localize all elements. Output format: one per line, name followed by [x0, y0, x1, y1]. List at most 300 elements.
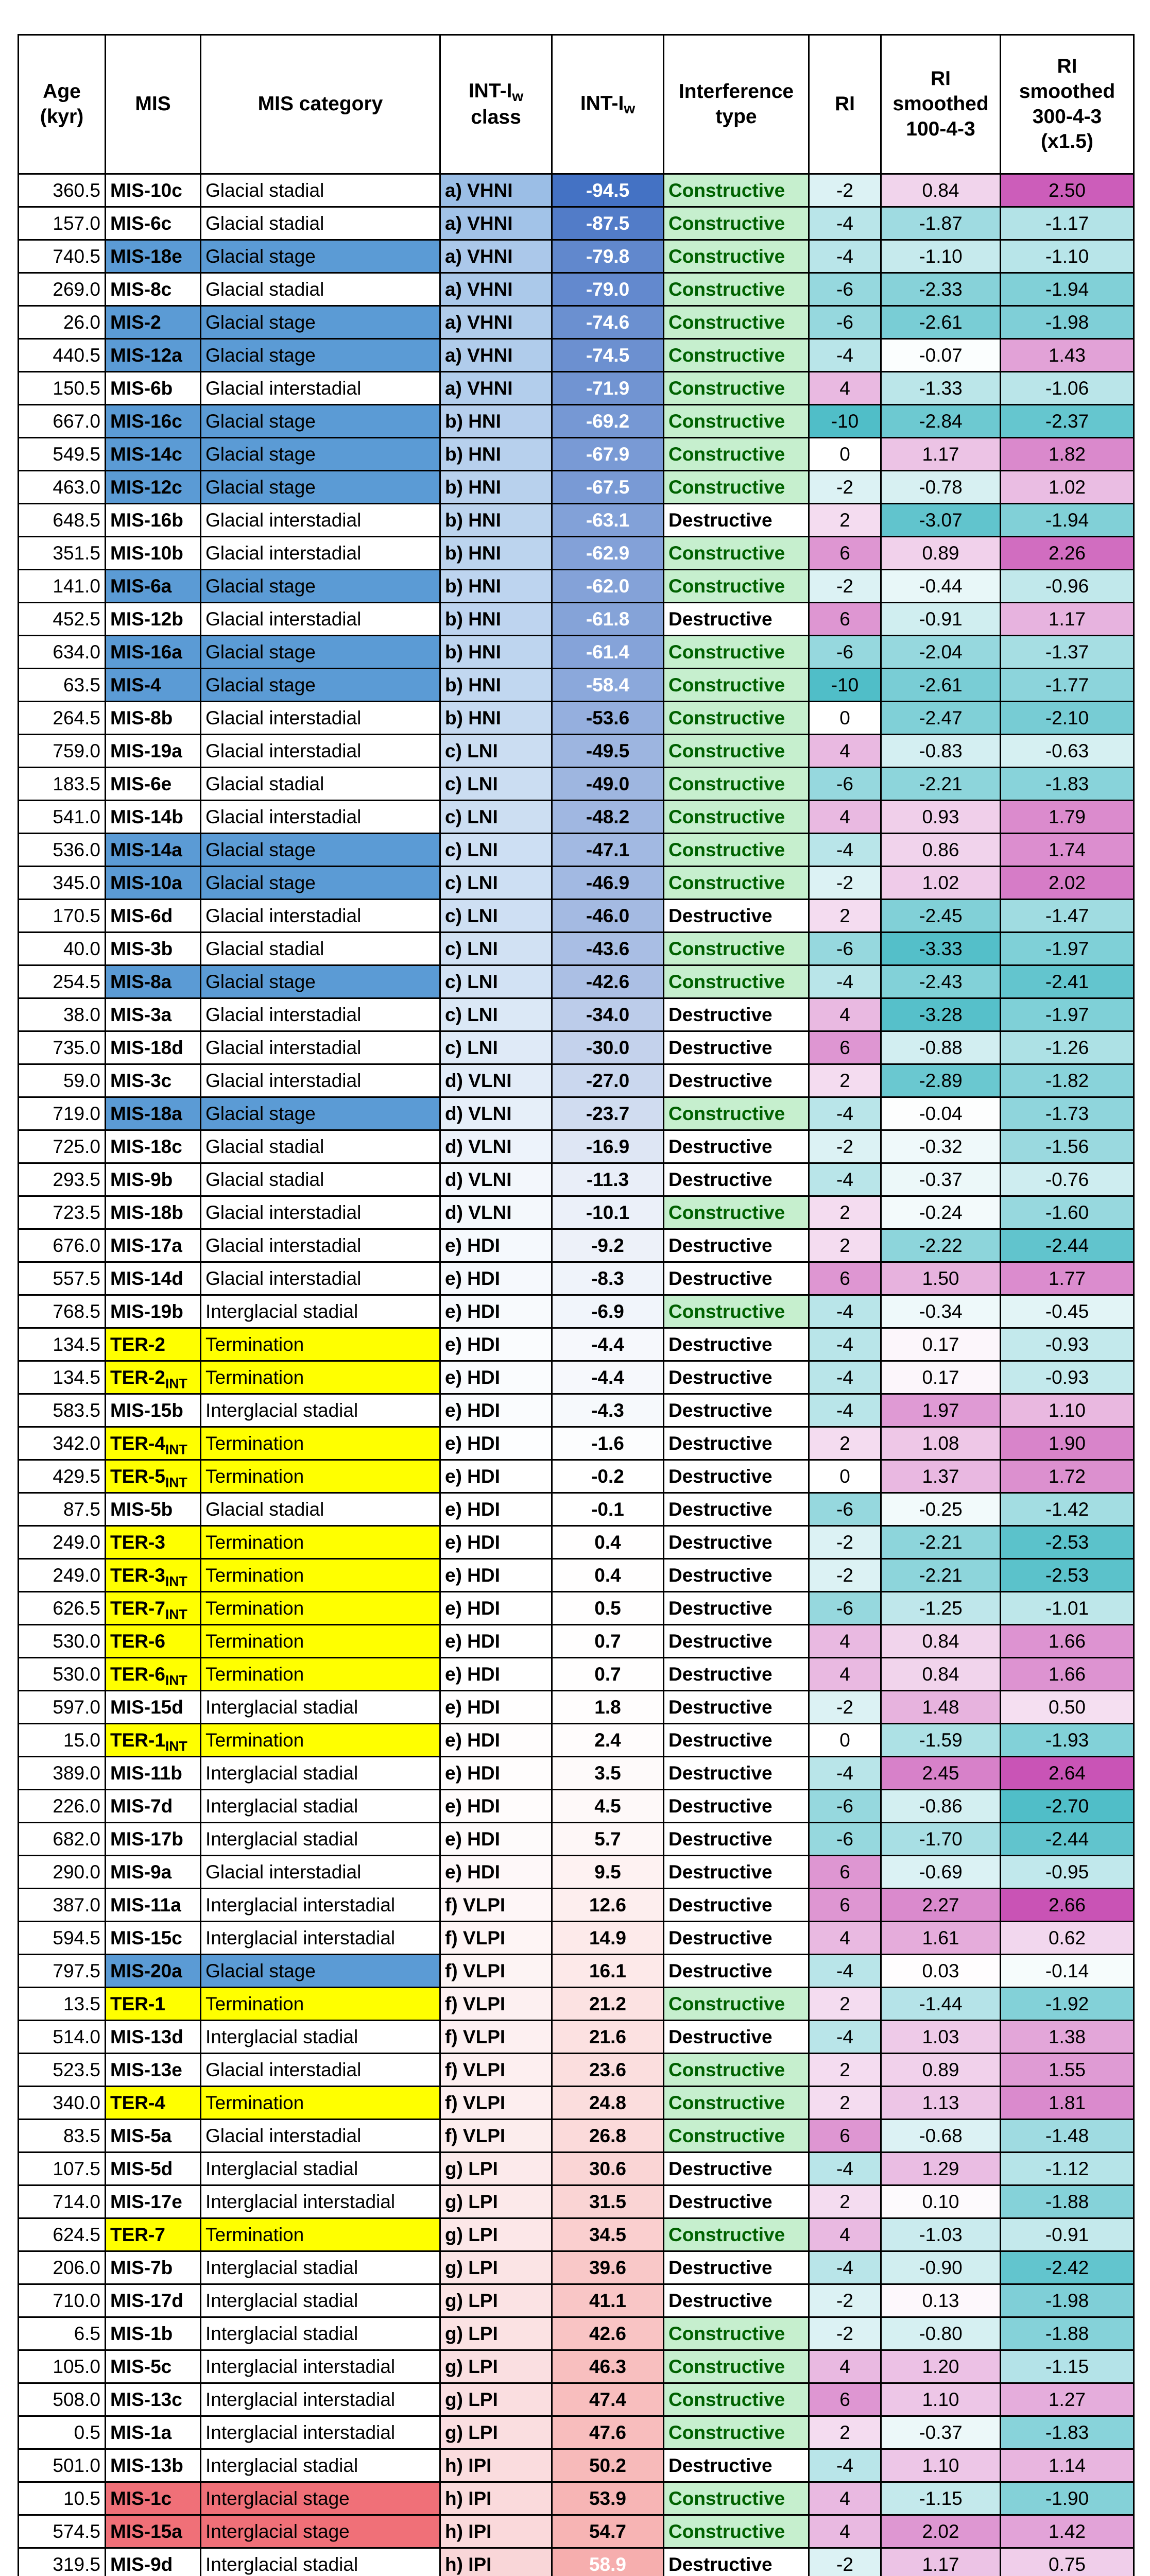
- cell-mis: MIS-19b: [106, 1295, 201, 1328]
- cell-int: 21.2: [552, 1988, 664, 2021]
- cell-category: Interglacial stadial: [201, 2021, 440, 2054]
- cell-ri-s3: -2.10: [1001, 702, 1134, 735]
- cell-type: Constructive: [664, 174, 809, 207]
- cell-int-class: a) VHNI: [440, 339, 552, 372]
- cell-type: Destructive: [664, 1526, 809, 1559]
- cell-mis: MIS-17e: [106, 2185, 201, 2218]
- cell-type: Constructive: [664, 735, 809, 768]
- cell-ri: 4: [809, 2218, 881, 2251]
- cell-int: 54.7: [552, 2515, 664, 2548]
- cell-category: Termination: [201, 2218, 440, 2251]
- cell-ri-s3: -1.56: [1001, 1130, 1134, 1163]
- cell-mis: MIS-10c: [106, 174, 201, 207]
- cell-age: 269.0: [19, 273, 106, 306]
- cell-ri: 4: [809, 1625, 881, 1658]
- mis-interference-table: [18, 34, 1135, 2576]
- cell-ri-s1: -2.47: [881, 702, 1001, 735]
- cell-ri-s1: 0.13: [881, 2284, 1001, 2317]
- cell-int-class: c) LNI: [440, 1031, 552, 1064]
- cell-ri-s3: -1.42: [1001, 1493, 1134, 1526]
- cell-ri-s1: 1.50: [881, 1262, 1001, 1295]
- cell-ri-s3: 2.64: [1001, 1757, 1134, 1790]
- cell-mis: MIS-18b: [106, 1196, 201, 1229]
- cell-ri: 2: [809, 1064, 881, 1097]
- cell-ri: -2: [809, 1559, 881, 1592]
- cell-mis: MIS-3a: [106, 998, 201, 1031]
- cell-type: Constructive: [664, 339, 809, 372]
- table-row: [19, 1889, 1134, 1922]
- cell-ri: 2: [809, 1196, 881, 1229]
- cell-int-class: b) HNI: [440, 405, 552, 438]
- cell-int-class: e) HDI: [440, 1328, 552, 1361]
- cell-type: Destructive: [664, 1592, 809, 1625]
- table-row: [19, 1625, 1134, 1658]
- cell-mis: MIS-13b: [106, 2449, 201, 2482]
- cell-age: 387.0: [19, 1889, 106, 1922]
- cell-age: 360.5: [19, 174, 106, 207]
- cell-category: Glacial interstadial: [201, 537, 440, 570]
- cell-category: Termination: [201, 1361, 440, 1394]
- cell-mis: MIS-17a: [106, 1229, 201, 1262]
- cell-mis: TER-$1_{INT}$: [106, 1724, 201, 1757]
- header-category: MIS category: [201, 35, 440, 174]
- cell-int: -87.5: [552, 207, 664, 240]
- table-row: [19, 636, 1134, 669]
- cell-type: Constructive: [664, 273, 809, 306]
- table-body: [19, 174, 1134, 2576]
- cell-mis: MIS-14a: [106, 834, 201, 867]
- cell-ri-s1: 2.45: [881, 1757, 1001, 1790]
- cell-type: Destructive: [664, 998, 809, 1031]
- table-row: [19, 2317, 1134, 2350]
- cell-ri-s1: -1.59: [881, 1724, 1001, 1757]
- cell-ri-s3: -1.83: [1001, 2416, 1134, 2449]
- cell-ri-s3: 0.50: [1001, 1691, 1134, 1724]
- cell-ri: 4: [809, 372, 881, 405]
- cell-ri-s1: -1.25: [881, 1592, 1001, 1625]
- table-row: [19, 702, 1134, 735]
- cell-category: Termination: [201, 1460, 440, 1493]
- cell-mis: MIS-3c: [106, 1064, 201, 1097]
- cell-type: Destructive: [664, 1856, 809, 1889]
- cell-category: Termination: [201, 2087, 440, 2120]
- cell-ri-s3: -1.77: [1001, 669, 1134, 702]
- cell-type: Destructive: [664, 2153, 809, 2185]
- table-row: [19, 1493, 1134, 1526]
- cell-ri: -6: [809, 273, 881, 306]
- cell-ri-s3: -2.44: [1001, 1229, 1134, 1262]
- cell-type: Constructive: [664, 240, 809, 273]
- cell-mis: TER-2: [106, 1328, 201, 1361]
- cell-ri-s3: 1.72: [1001, 1460, 1134, 1493]
- cell-type: Constructive: [664, 2383, 809, 2416]
- cell-ri-s3: -0.96: [1001, 570, 1134, 603]
- cell-ri-s3: -0.14: [1001, 1955, 1134, 1988]
- table-row: [19, 603, 1134, 636]
- cell-int: 9.5: [552, 1856, 664, 1889]
- cell-int-class: e) HDI: [440, 1757, 552, 1790]
- cell-category: Termination: [201, 1592, 440, 1625]
- cell-type: Destructive: [664, 2021, 809, 2054]
- cell-mis: MIS-10b: [106, 537, 201, 570]
- cell-ri-s1: 0.86: [881, 834, 1001, 867]
- cell-ri: -2: [809, 1526, 881, 1559]
- cell-category: Interglacial interstadial: [201, 2185, 440, 2218]
- cell-ri-s1: 2.02: [881, 2515, 1001, 2548]
- cell-int-class: b) HNI: [440, 438, 552, 471]
- cell-int: 30.6: [552, 2153, 664, 2185]
- cell-mis: MIS-13c: [106, 2383, 201, 2416]
- cell-age: 87.5: [19, 1493, 106, 1526]
- cell-ri-s3: -1.94: [1001, 504, 1134, 537]
- cell-ri-s1: -0.86: [881, 1790, 1001, 1823]
- cell-ri-s1: 0.17: [881, 1361, 1001, 1394]
- cell-type: Destructive: [664, 1790, 809, 1823]
- cell-ri: 0: [809, 1724, 881, 1757]
- cell-age: 725.0: [19, 1130, 106, 1163]
- cell-age: 676.0: [19, 1229, 106, 1262]
- table-row: [19, 1328, 1134, 1361]
- cell-mis: MIS-7b: [106, 2251, 201, 2284]
- cell-ri-s1: 1.20: [881, 2350, 1001, 2383]
- cell-ri-s3: -1.15: [1001, 2350, 1134, 2383]
- table-row: [19, 998, 1134, 1031]
- cell-ri-s3: -1.90: [1001, 2482, 1134, 2515]
- cell-category: Glacial stage: [201, 834, 440, 867]
- cell-age: 13.5: [19, 1988, 106, 2021]
- cell-int-class: g) LPI: [440, 2218, 552, 2251]
- cell-category: Glacial stage: [201, 240, 440, 273]
- cell-category: Termination: [201, 1526, 440, 1559]
- cell-category: Glacial stage: [201, 867, 440, 900]
- cell-ri-s1: -3.28: [881, 998, 1001, 1031]
- table-row: [19, 438, 1134, 471]
- cell-mis: TER-$4_{INT}$: [106, 1427, 201, 1460]
- cell-int: -1.6: [552, 1427, 664, 1460]
- cell-age: 648.5: [19, 504, 106, 537]
- table-row: [19, 1031, 1134, 1064]
- cell-age: 345.0: [19, 867, 106, 900]
- cell-int-class: g) LPI: [440, 2383, 552, 2416]
- cell-mis: MIS-8b: [106, 702, 201, 735]
- header-ri: RI: [809, 35, 881, 174]
- cell-ri: -4: [809, 965, 881, 998]
- cell-age: 714.0: [19, 2185, 106, 2218]
- cell-ri: -2: [809, 2548, 881, 2576]
- cell-int-class: f) VLPI: [440, 1889, 552, 1922]
- cell-mis: MIS-8c: [106, 273, 201, 306]
- cell-ri-s1: 0.84: [881, 1658, 1001, 1691]
- cell-age: 63.5: [19, 669, 106, 702]
- cell-ri-s1: 1.02: [881, 867, 1001, 900]
- cell-mis: TER-6: [106, 1625, 201, 1658]
- cell-age: 40.0: [19, 933, 106, 965]
- cell-int: -69.2: [552, 405, 664, 438]
- cell-int: -71.9: [552, 372, 664, 405]
- cell-ri-s1: 1.10: [881, 2449, 1001, 2482]
- cell-int-class: d) VLNI: [440, 1130, 552, 1163]
- cell-ri-s1: -1.33: [881, 372, 1001, 405]
- cell-int: -58.4: [552, 669, 664, 702]
- cell-ri-s3: -2.41: [1001, 965, 1134, 998]
- cell-ri-s3: 1.77: [1001, 1262, 1134, 1295]
- cell-age: 667.0: [19, 405, 106, 438]
- cell-category: Glacial interstadial: [201, 900, 440, 933]
- cell-category: Glacial stage: [201, 1955, 440, 1988]
- cell-ri-s3: 1.79: [1001, 801, 1134, 834]
- cell-int: -79.8: [552, 240, 664, 273]
- cell-ri-s1: -2.22: [881, 1229, 1001, 1262]
- cell-ri-s3: -0.76: [1001, 1163, 1134, 1196]
- cell-ri-s1: 0.93: [881, 801, 1001, 834]
- cell-mis: MIS-18e: [106, 240, 201, 273]
- cell-age: 141.0: [19, 570, 106, 603]
- table-row: [19, 2218, 1134, 2251]
- cell-ri: -4: [809, 2021, 881, 2054]
- cell-ri: 4: [809, 998, 881, 1031]
- table-row: [19, 768, 1134, 801]
- cell-type: Constructive: [664, 636, 809, 669]
- cell-ri: -10: [809, 405, 881, 438]
- cell-ri-s1: -2.61: [881, 306, 1001, 339]
- cell-mis: MIS-12c: [106, 471, 201, 504]
- table-row: [19, 504, 1134, 537]
- cell-type: Destructive: [664, 1229, 809, 1262]
- table-row: [19, 2153, 1134, 2185]
- cell-ri: -2: [809, 1130, 881, 1163]
- cell-category: Interglacial stadial: [201, 2449, 440, 2482]
- cell-category: Interglacial stadial: [201, 2548, 440, 2576]
- cell-int: -74.6: [552, 306, 664, 339]
- table-row: [19, 1856, 1134, 1889]
- cell-ri-s1: -0.37: [881, 1163, 1001, 1196]
- cell-ri: 2: [809, 2185, 881, 2218]
- cell-category: Glacial stage: [201, 438, 440, 471]
- cell-type: Destructive: [664, 504, 809, 537]
- cell-mis: MIS-14d: [106, 1262, 201, 1295]
- cell-category: Interglacial stadial: [201, 1823, 440, 1856]
- cell-int-class: a) VHNI: [440, 306, 552, 339]
- table-row: [19, 2251, 1134, 2284]
- cell-age: 530.0: [19, 1658, 106, 1691]
- cell-age: 10.5: [19, 2482, 106, 2515]
- cell-int: 3.5: [552, 1757, 664, 1790]
- cell-int-class: d) VLNI: [440, 1097, 552, 1130]
- cell-category: Glacial interstadial: [201, 603, 440, 636]
- cell-age: 549.5: [19, 438, 106, 471]
- cell-category: Glacial interstadial: [201, 998, 440, 1031]
- cell-int: -9.2: [552, 1229, 664, 1262]
- table-row: [19, 669, 1134, 702]
- cell-mis: TER-$2_{INT}$: [106, 1361, 201, 1394]
- cell-int-class: a) VHNI: [440, 273, 552, 306]
- cell-ri: 4: [809, 1922, 881, 1955]
- cell-age: 15.0: [19, 1724, 106, 1757]
- table-row: [19, 867, 1134, 900]
- cell-type: Constructive: [664, 471, 809, 504]
- cell-int-class: c) LNI: [440, 768, 552, 801]
- cell-int-class: h) IPI: [440, 2548, 552, 2576]
- cell-type: Constructive: [664, 702, 809, 735]
- cell-mis: MIS-19a: [106, 735, 201, 768]
- cell-category: Interglacial interstadial: [201, 2350, 440, 2383]
- cell-type: Constructive: [664, 207, 809, 240]
- cell-type: Destructive: [664, 1823, 809, 1856]
- cell-category: Glacial stage: [201, 636, 440, 669]
- cell-type: Destructive: [664, 1031, 809, 1064]
- cell-age: 682.0: [19, 1823, 106, 1856]
- cell-age: 735.0: [19, 1031, 106, 1064]
- table-row: [19, 1757, 1134, 1790]
- cell-ri-s3: -2.53: [1001, 1526, 1134, 1559]
- cell-age: 530.0: [19, 1625, 106, 1658]
- cell-int-class: f) VLPI: [440, 2054, 552, 2087]
- cell-ri-s3: -1.10: [1001, 240, 1134, 273]
- cell-category: Glacial stadial: [201, 1163, 440, 1196]
- cell-age: 463.0: [19, 471, 106, 504]
- cell-category: Interglacial stadial: [201, 1295, 440, 1328]
- cell-ri-s1: -0.80: [881, 2317, 1001, 2350]
- cell-ri-s3: 1.90: [1001, 1427, 1134, 1460]
- cell-int-class: e) HDI: [440, 1724, 552, 1757]
- table-row: [19, 240, 1134, 273]
- cell-ri: -4: [809, 1163, 881, 1196]
- cell-age: 26.0: [19, 306, 106, 339]
- cell-category: Interglacial stadial: [201, 1790, 440, 1823]
- cell-int: 46.3: [552, 2350, 664, 2383]
- cell-ri: -4: [809, 1097, 881, 1130]
- cell-int: 50.2: [552, 2449, 664, 2482]
- cell-category: Interglacial stadial: [201, 2317, 440, 2350]
- cell-int-class: a) VHNI: [440, 240, 552, 273]
- cell-int: -74.5: [552, 339, 664, 372]
- cell-ri-s3: -1.60: [1001, 1196, 1134, 1229]
- table-row: [19, 1790, 1134, 1823]
- cell-ri: 0: [809, 438, 881, 471]
- cell-ri-s1: -0.83: [881, 735, 1001, 768]
- cell-int: -48.2: [552, 801, 664, 834]
- cell-category: Glacial stadial: [201, 933, 440, 965]
- table-row: [19, 1955, 1134, 1988]
- cell-ri: -4: [809, 1955, 881, 1988]
- header-row: [19, 35, 1134, 174]
- cell-int: -4.4: [552, 1361, 664, 1394]
- cell-type: Constructive: [664, 2317, 809, 2350]
- cell-type: Constructive: [664, 834, 809, 867]
- cell-int: -47.1: [552, 834, 664, 867]
- cell-ri: -4: [809, 1757, 881, 1790]
- cell-mis: MIS-6c: [106, 207, 201, 240]
- table-row: [19, 1163, 1134, 1196]
- cell-type: Constructive: [664, 867, 809, 900]
- cell-int: -4.3: [552, 1394, 664, 1427]
- cell-ri-s3: -2.70: [1001, 1790, 1134, 1823]
- cell-ri-s3: 1.38: [1001, 2021, 1134, 2054]
- cell-int: -62.0: [552, 570, 664, 603]
- table-row: [19, 1295, 1134, 1328]
- cell-ri: 4: [809, 1658, 881, 1691]
- cell-age: 634.0: [19, 636, 106, 669]
- cell-int-class: f) VLPI: [440, 1955, 552, 1988]
- cell-category: Termination: [201, 1427, 440, 1460]
- cell-int: -49.0: [552, 768, 664, 801]
- cell-ri: 6: [809, 603, 881, 636]
- cell-mis: MIS-15d: [106, 1691, 201, 1724]
- cell-ri-s1: -3.33: [881, 933, 1001, 965]
- cell-age: 597.0: [19, 1691, 106, 1724]
- cell-ri-s3: -2.44: [1001, 1823, 1134, 1856]
- cell-age: 536.0: [19, 834, 106, 867]
- cell-category: Glacial interstadial: [201, 735, 440, 768]
- table-row: [19, 1196, 1134, 1229]
- cell-category: Termination: [201, 1724, 440, 1757]
- cell-ri-s3: 0.75: [1001, 2548, 1134, 2576]
- cell-ri-s3: -1.98: [1001, 2284, 1134, 2317]
- table-row: [19, 2087, 1134, 2120]
- cell-mis: MIS-18c: [106, 1130, 201, 1163]
- cell-int: 14.9: [552, 1922, 664, 1955]
- cell-category: Glacial interstadial: [201, 504, 440, 537]
- cell-ri: -6: [809, 933, 881, 965]
- cell-category: Interglacial interstadial: [201, 1922, 440, 1955]
- cell-int-class: b) HNI: [440, 636, 552, 669]
- cell-type: Constructive: [664, 372, 809, 405]
- cell-ri-s3: -2.42: [1001, 2251, 1134, 2284]
- table-row: [19, 2284, 1134, 2317]
- cell-type: Constructive: [664, 2482, 809, 2515]
- cell-age: 719.0: [19, 1097, 106, 1130]
- cell-ri: -4: [809, 240, 881, 273]
- cell-ri-s3: -1.48: [1001, 2120, 1134, 2153]
- cell-ri: -2: [809, 1691, 881, 1724]
- cell-ri-s1: 0.17: [881, 1328, 1001, 1361]
- cell-mis: TER-$7_{INT}$: [106, 1592, 201, 1625]
- cell-mis: MIS-1c: [106, 2482, 201, 2515]
- cell-int: 16.1: [552, 1955, 664, 1988]
- cell-category: Glacial stage: [201, 471, 440, 504]
- cell-category: Glacial interstadial: [201, 2120, 440, 2153]
- cell-ri-s1: -1.03: [881, 2218, 1001, 2251]
- table-row: [19, 2416, 1134, 2449]
- cell-int-class: b) HNI: [440, 603, 552, 636]
- cell-type: Destructive: [664, 1394, 809, 1427]
- cell-type: Constructive: [664, 1196, 809, 1229]
- cell-ri: 0: [809, 702, 881, 735]
- cell-int: -61.4: [552, 636, 664, 669]
- cell-ri: -4: [809, 1295, 881, 1328]
- cell-int-class: e) HDI: [440, 1526, 552, 1559]
- table-row: [19, 1592, 1134, 1625]
- cell-mis: TER-7: [106, 2218, 201, 2251]
- cell-mis: MIS-5d: [106, 2153, 201, 2185]
- cell-int: -27.0: [552, 1064, 664, 1097]
- cell-int-class: d) VLNI: [440, 1064, 552, 1097]
- cell-int-class: e) HDI: [440, 1460, 552, 1493]
- cell-ri-s1: 1.13: [881, 2087, 1001, 2120]
- cell-ri: -6: [809, 1493, 881, 1526]
- cell-ri-s3: 1.27: [1001, 2383, 1134, 2416]
- cell-ri-s1: -0.24: [881, 1196, 1001, 1229]
- table-row: [19, 339, 1134, 372]
- cell-ri-s3: 1.66: [1001, 1658, 1134, 1691]
- cell-int: -23.7: [552, 1097, 664, 1130]
- cell-mis: MIS-11a: [106, 1889, 201, 1922]
- cell-int: 58.9: [552, 2548, 664, 2576]
- table-row: [19, 2185, 1134, 2218]
- cell-int-class: a) VHNI: [440, 174, 552, 207]
- cell-int-class: c) LNI: [440, 735, 552, 768]
- cell-int-class: a) VHNI: [440, 207, 552, 240]
